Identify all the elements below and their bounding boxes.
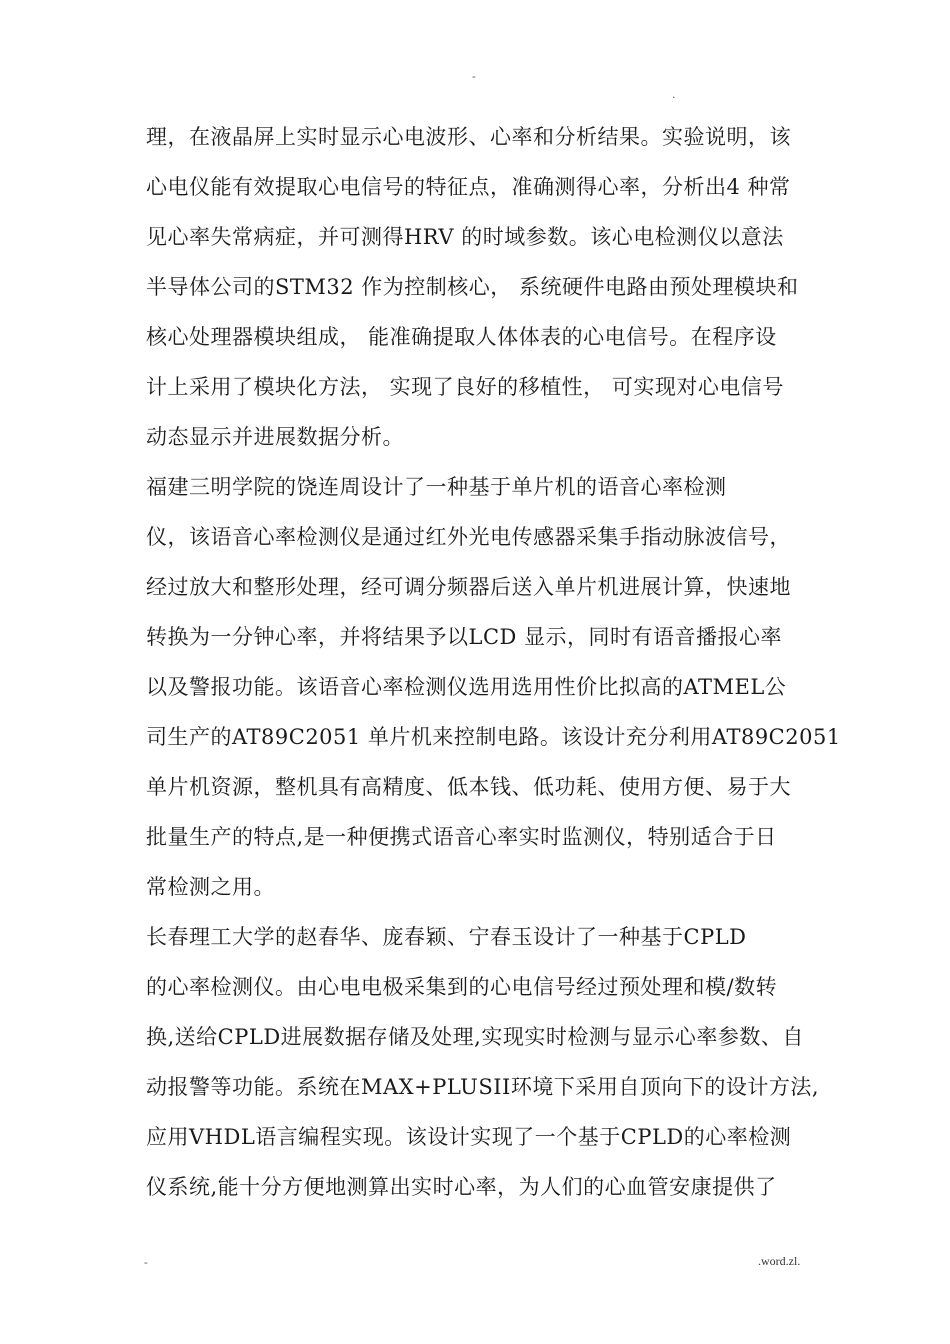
- text-line: 仪系统,能十分方便地测算出实时心率，为人们的心血管安康提供了: [146, 1175, 777, 1199]
- text-line: 常检测之用。: [146, 875, 275, 899]
- text-line: 动态显示并进展数据分析。: [146, 425, 404, 449]
- header-mark-right: .: [672, 88, 676, 101]
- text-line: 福建三明学院的饶连周设计了一种基于单片机的语音心率检测: [146, 475, 727, 499]
- text-line: 见心率失常病症，并可测得HRV 的时域参数。该心电检测仪以意法: [146, 225, 784, 249]
- paragraph-3: [146, 912, 819, 1212]
- text-line: 以及警报功能。该语音心率检测仪选用选用性价比拟高的ATMEL公: [146, 675, 787, 699]
- footer-mark-left: -: [144, 1256, 148, 1269]
- text-line: 的心率检测仪。由心电电极采集到的心电信号经过预处理和模/数转: [146, 975, 778, 999]
- text-line: 转换为一分钟心率，并将结果予以LCD 显示，同时有语音播报心率: [146, 625, 783, 649]
- text-line: 仪，该语音心率检测仪是通过红外光电传感器采集手指动脉波信号，: [146, 525, 791, 549]
- text-line: 半导体公司的STM32 作为控制核心， 系统硬件电路由预处理模块和: [146, 275, 799, 299]
- document-body: [146, 112, 841, 1212]
- paragraph-2: [146, 462, 841, 912]
- text-line: 长春理工大学的赵春华、庞春颖、宁春玉设计了一种基于CPLD: [146, 925, 747, 949]
- paragraph-1: [146, 112, 810, 462]
- text-line: 批量生产的特点,是一种便携式语音心率实时监测仪，特别适合于日: [146, 825, 777, 849]
- footer-source: .word.zl.: [758, 1254, 801, 1268]
- text-line: 应用VHDL语言编程实现。该设计实现了一个基于CPLD的心率检测: [146, 1125, 792, 1149]
- text-line: 核心处理器模块组成， 能准确提取人体体表的心电信号。在程序设: [146, 325, 777, 349]
- text-line: 动报警等功能。系统在MAX+PLUSII环境下采用自顶向下的设计方法,: [146, 1075, 819, 1099]
- text-line: 经过放大和整形处理，经可调分频器后送入单片机进展计算，快速地: [146, 575, 791, 599]
- text-line: 司生产的AT89C2051 单片机来控制电路。该设计充分利用AT89C2051: [146, 725, 841, 749]
- header-mark-left: -: [472, 70, 476, 83]
- text-line: 心电仪能有效提取心电信号的特征点，准确测得心率，分析出4 种常: [146, 175, 791, 199]
- text-line: 理，在液晶屏上实时显示心电波形、心率和分析结果。实验说明，该: [146, 125, 791, 149]
- text-line: 单片机资源，整机具有高精度、低本钱、低功耗、使用方便、易于大: [146, 775, 791, 799]
- text-line: 计上采用了模块化方法， 实现了良好的移植性， 可实现对心电信号: [146, 375, 784, 399]
- text-line: 换,送给CPLD进展数据存储及处理,实现实时检测与显示心率参数、自: [146, 1025, 804, 1049]
